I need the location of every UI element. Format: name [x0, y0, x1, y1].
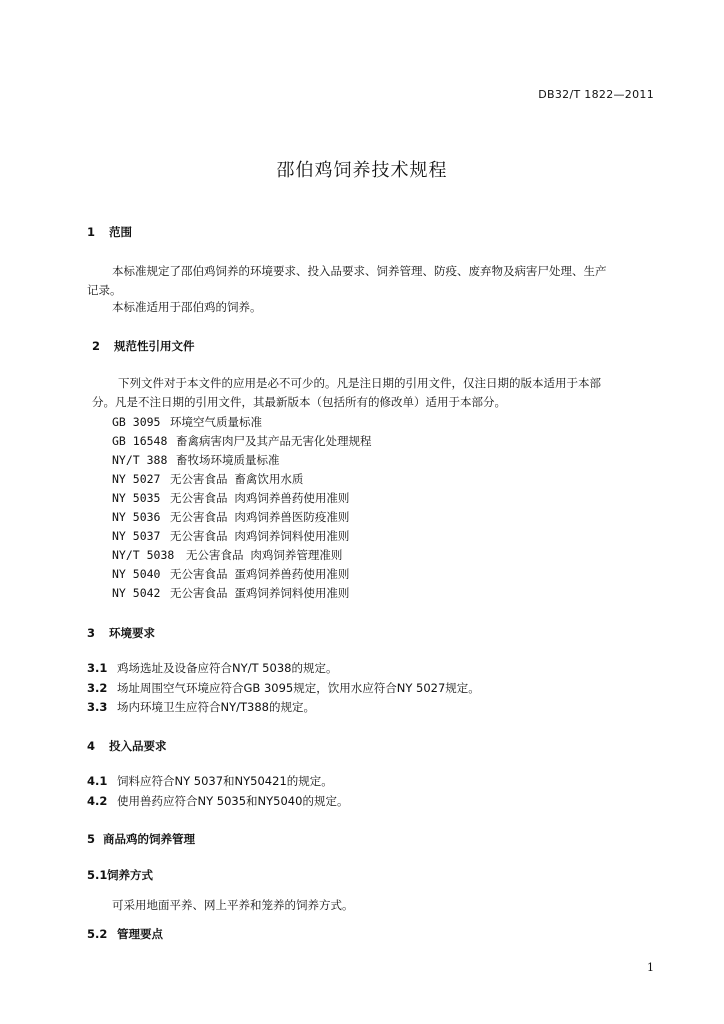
scope-paragraph-line1: 本标准规定了邵伯鸡饲养的环境要求、投入品要求、饲养管理、防疫、废弃物及病害尸处理、生产	[112, 264, 607, 278]
section-title: 规范性引用文件	[114, 339, 195, 353]
document-code: DB32/T 1822—2011	[538, 88, 654, 101]
reference-item: GB 3095 环境空气质量标准	[112, 415, 262, 429]
reference-item: NY 5035 无公害食品 肉鸡饲养兽药使用准则	[112, 491, 350, 505]
section-heading-scope	[87, 224, 132, 240]
clause-3-2: 3.2 场址周围空气环境应符合GB 3095规定，饮用水应符合NY 5027规定。	[87, 681, 480, 695]
section-title: 商品鸡的饲养管理	[103, 832, 195, 846]
reference-item: NY 5042 无公害食品 蛋鸡饲养饲料使用准则	[112, 586, 350, 600]
clause-4-1: 4.1 饲料应符合NY 5037和NY50421的规定。	[87, 774, 333, 788]
section-title: 投入品要求	[109, 739, 167, 753]
clause-3-3: 3.3 场内环境卫生应符合NY/T388的规定。	[87, 700, 315, 714]
clause-4-2: 4.2 使用兽药应符合NY 5035和NY5040的规定。	[87, 794, 349, 808]
section-heading-inputs	[87, 738, 167, 754]
clause-5-1-text: 可采用地面平养、网上平养和笼养的饲养方式。	[112, 898, 354, 912]
scope-paragraph-line2: 记录。	[87, 283, 122, 297]
page-number: 1	[647, 961, 654, 974]
section-heading-normative	[92, 338, 195, 354]
reference-item: NY 5027 无公害食品 畜禽饮用水质	[112, 472, 304, 486]
clause-5-2-heading: 5.2 管理要点	[87, 927, 163, 941]
reference-item: NY/T 388 畜牧场环境质量标准	[112, 453, 280, 467]
section-number: 5	[87, 832, 96, 846]
section-heading-management	[87, 831, 195, 847]
scope-applicability: 本标准适用于邵伯鸡的饲养。	[112, 300, 262, 314]
section-number: 1	[87, 225, 96, 239]
section-number: 2	[92, 339, 101, 353]
clause-5-1-heading: 5.1饲养方式	[87, 868, 153, 882]
clause-3-1: 3.1 鸡场选址及设备应符合NY/T 5038的规定。	[87, 661, 338, 675]
normative-intro-line2: 分。凡是不注日期的引用文件，其最新版本（包括所有的修改单）适用于本部分。	[92, 395, 506, 409]
section-number: 3	[87, 626, 96, 640]
section-title: 范围	[109, 225, 132, 239]
section-title: 环境要求	[109, 626, 155, 640]
document-title: 邵伯鸡饲养技术规程	[276, 160, 448, 181]
reference-item: NY 5040 无公害食品 蛋鸡饲养兽药使用准则	[112, 567, 350, 581]
normative-intro-line1: 下列文件对于本文件的应用是必不可少的。凡是注日期的引用文件，仅注日期的版本适用于本部	[118, 376, 601, 390]
reference-item: GB 16548 畜禽病害肉尸及其产品无害化处理规程	[112, 434, 372, 448]
section-heading-environment	[87, 625, 155, 641]
reference-item: NY 5036 无公害食品 肉鸡饲养兽医防疫准则	[112, 510, 350, 524]
reference-item: NY/T 5038 无公害食品 肉鸡饲养管理准则	[112, 548, 343, 562]
reference-item: NY 5037 无公害食品 肉鸡饲养饲料使用准则	[112, 529, 350, 543]
section-number: 4	[87, 739, 96, 753]
